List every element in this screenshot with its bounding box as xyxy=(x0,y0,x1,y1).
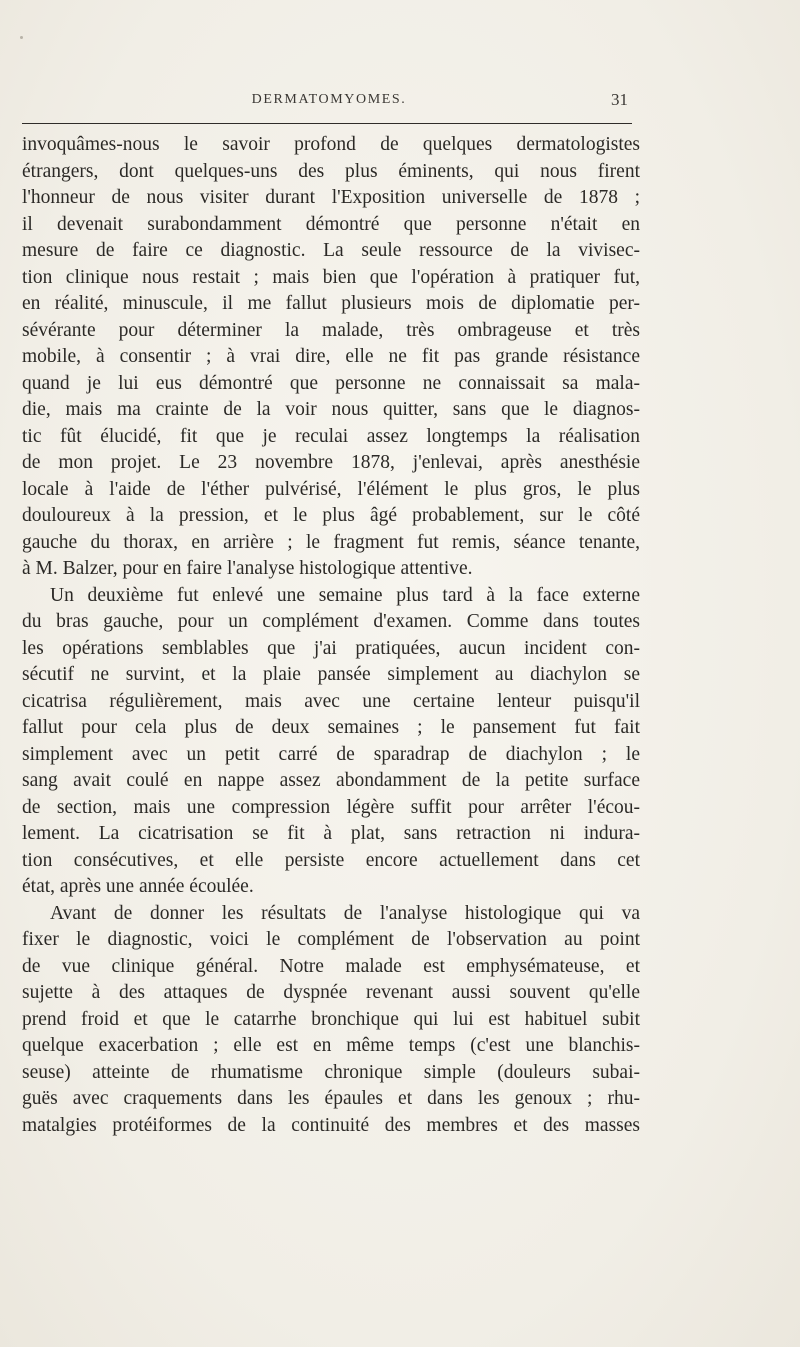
text-line: tion clinique nous restait ; mais bien que l'opération à pratiquer fut, xyxy=(22,266,640,288)
text-line: lement. La cicatrisation se fit à plat, sans retraction ni indura- xyxy=(22,823,640,844)
page-header xyxy=(30,92,628,112)
text-line: du bras gauche, pour un complément d'examen. Comme dans toutes xyxy=(22,611,640,632)
text-line: guës avec craquements dans les épaules et dans les genoux ; rhu- xyxy=(22,1088,640,1109)
text-line: fallut pour cela plus de deux semaines ; le pansement fut fait xyxy=(22,717,640,738)
body-text xyxy=(22,132,640,1139)
text-line: l'honneur de nous visiter durant l'Exposition universelle de 1878 ; xyxy=(22,187,640,208)
text-line: de section, mais une compression légère suffit pour arrêter l'écou- xyxy=(22,796,640,818)
text-line: quand je lui eus démontré que personne ne connaissait sa mala- xyxy=(22,372,640,394)
text-line: prend froid et que le catarrhe bronchique qui lui est habituel subit xyxy=(22,1008,640,1030)
text-line: douloureux à la pression, et le plus âgé probablement, sur le côté xyxy=(22,505,640,526)
running-title: DERMATOMYOMES. xyxy=(251,92,407,107)
text-line: les opérations semblables que j'ai pratiquées, aucun incident con- xyxy=(22,637,640,659)
text-line: tic fût élucidé, fit que je reculai assez longtemps la réalisation xyxy=(22,425,640,447)
text-line: Un deuxième fut enlevé une semaine plus tard à la face externe xyxy=(50,584,640,606)
text-line: tion consécutives, et elle persiste encore actuellement dans cet xyxy=(22,849,640,871)
text-line: sang avait coulé en nappe assez abondamment de la petite surface xyxy=(22,770,640,791)
text-line: seuse) atteinte de rhumatisme chronique simple (douleurs subai- xyxy=(22,1061,640,1083)
text-line: à M. Balzer, pour en faire l'analyse histologique attentive. xyxy=(22,558,473,579)
text-line: état, après une année écoulée. xyxy=(22,876,254,897)
text-line: sujette à des attaques de dyspnée revenant aussi souvent qu'elle xyxy=(22,982,640,1003)
text-line: invoquâmes-nous le savoir profond de quelques dermatologistes xyxy=(22,134,640,155)
text-line: simplement avec un petit carré de sparadrap de diachylon ; le xyxy=(22,743,640,765)
text-line: quelque exacerbation ; elle est en même temps (c'est une blanchis- xyxy=(22,1035,640,1056)
text-line: gauche du thorax, en arrière ; le fragment fut remis, séance tenante, xyxy=(22,531,640,553)
text-line: mobile, à consentir ; à vrai dire, elle ne fit pas grande résistance xyxy=(22,346,640,367)
paper-speck xyxy=(20,36,23,39)
text-line: de mon projet. Le 23 novembre 1878, j'enlevai, après anesthésie xyxy=(22,452,640,473)
text-line: Avant de donner les résultats de l'analyse histologique qui va xyxy=(50,902,640,924)
text-line: de vue clinique général. Notre malade est emphysémateuse, et xyxy=(22,955,640,977)
text-line: sécutif ne survint, et la plaie pansée simplement au diachylon se xyxy=(22,664,640,685)
page-number: 31 xyxy=(611,90,628,109)
text-line: sévérante pour déterminer la malade, très ombrageuse et très xyxy=(22,319,640,341)
text-line: fixer le diagnostic, voici le complément de l'observation au point xyxy=(22,929,640,950)
text-line: mesure de faire ce diagnostic. La seule ressource de la vivisec- xyxy=(22,240,640,261)
text-line: il devenait surabondamment démontré que personne n'était en xyxy=(22,213,640,235)
text-line: locale à l'aide de l'éther pulvérisé, l'élément le plus gros, le plus xyxy=(22,478,640,500)
header-rule xyxy=(22,123,632,124)
text-line: en réalité, minuscule, il me fallut plusieurs mois de diplomatie per- xyxy=(22,293,640,314)
text-line: étrangers, dont quelques-uns des plus éminents, qui nous firent xyxy=(22,160,640,182)
text-line: matalgies protéiformes de la continuité des membres et des masses xyxy=(22,1114,640,1136)
text-line: cicatrisa régulièrement, mais avec une certaine lenteur puisqu'il xyxy=(22,690,640,712)
text-line: die, mais ma crainte de la voir nous quitter, sans que le diagnos- xyxy=(22,399,640,420)
